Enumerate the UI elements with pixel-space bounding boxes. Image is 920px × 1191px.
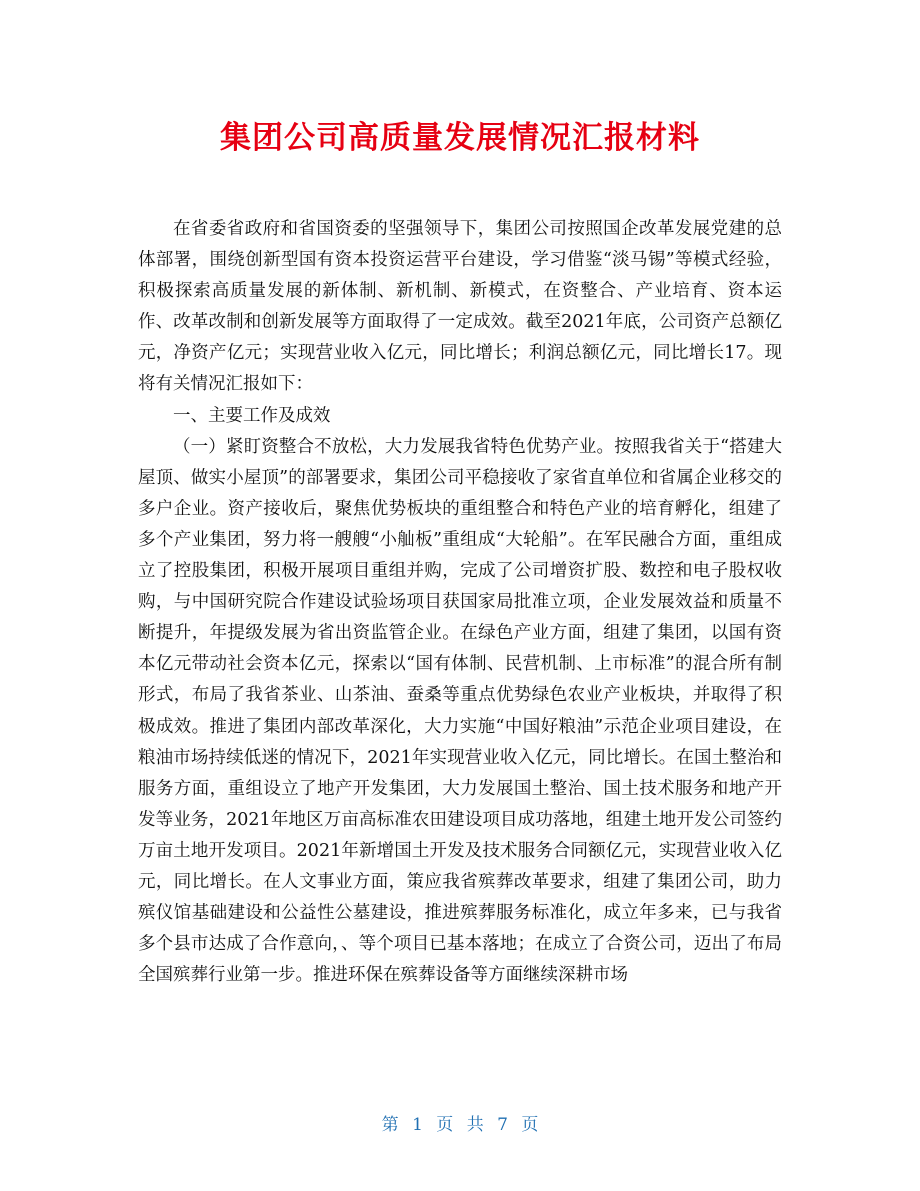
page-label-prefix: 第 — [381, 1115, 399, 1135]
document-body — [138, 214, 782, 991]
document-title: 集团公司高质量发展情况汇报材料 — [220, 120, 700, 156]
intro-paragraph: 在省委省政府和省国资委的坚强领导下，集团公司按照国企改革发展党建的总体部署，围绕创新型国有资本投资运营平台建设，学习借鉴“淡马锡”等模式经验，积极探索高质量发展的新体制、新机制、新模式，在资整合、产业培育、资本运作、改革改制和创新发展等方面取得了一定成效。截至2021年底，公司资产总额亿元，净资产亿元；实现营业收入亿元，同比增长；利润总额亿元，同比增长17。现将有关情况汇报如下： — [138, 219, 782, 395]
total-label-prefix: 共 — [466, 1115, 484, 1135]
section-heading: 一、主要工作及成效 — [173, 405, 331, 426]
total-label-suffix: 页 — [521, 1115, 539, 1135]
total-pages-number: 7 — [497, 1115, 508, 1135]
current-page-number: 1 — [412, 1115, 423, 1135]
section-paragraph: （一）紧盯资整合不放松，大力发展我省特色优势产业。按照我省关于“搭建大屋顶、做实小屋顶”的部署要求，集团公司平稳接收了家省直单位和省属企业移交的多户企业。资产接收后，聚焦优势板块的重组整合和特色产业的培育孵化，组建了多个产业集团，努力将一艘艘“小舢板”重组成“大轮船”。在军民融合方面，重组成立了控股集团，积极开展项目重组并购，完成了公司增资扩股、数控和电子股权收购，与中国研究院合作建设试验场项目获国家局批准立项，企业发展效益和质量不断提升，年提级发展为省出资监管企业。在绿色产业方面，组建了集团，以国有资本亿元带动社会资本亿元，探索以“国有体制、民营机制、上市标准”的混合所有制形式，布局了我省茶业、山茶油、蚕桑等重点优势绿色农业产业板块，并取得了积极成效。推进了集团内部改革深化，大力实施“中国好粮油”示范企业项目建设，在粮油市场持续低迷的情况下，2021年实现营业收入亿元，同比增长。在国土整治和服务方面，重组设立了地产开发集团，大力发展国土整治、国土技术服务和地产开发等业务，2021年地区万亩高标准农田建设项目成功落地，组建土地开发公司签约万亩土地开发项目。2021年新增国土开发及技术服务合同额亿元，实现营业收入亿元，同比增长。在人文事业方面，策应我省殡葬改革要求，组建了集团公司，助力殡仪馆基础建设和公益性公墓建设，推进殡葬服务标准化，成立年多来，已与我省多个县市达成了合作意向，、等个项目已基本落地；在成立了合资公司，迈出了布局全国殡葬行业第一步。推进环保在殡葬设备等方面继续深耕市场 — [138, 436, 782, 986]
page-label-mid: 页 — [436, 1115, 454, 1135]
page-number-footer — [0, 1113, 920, 1137]
